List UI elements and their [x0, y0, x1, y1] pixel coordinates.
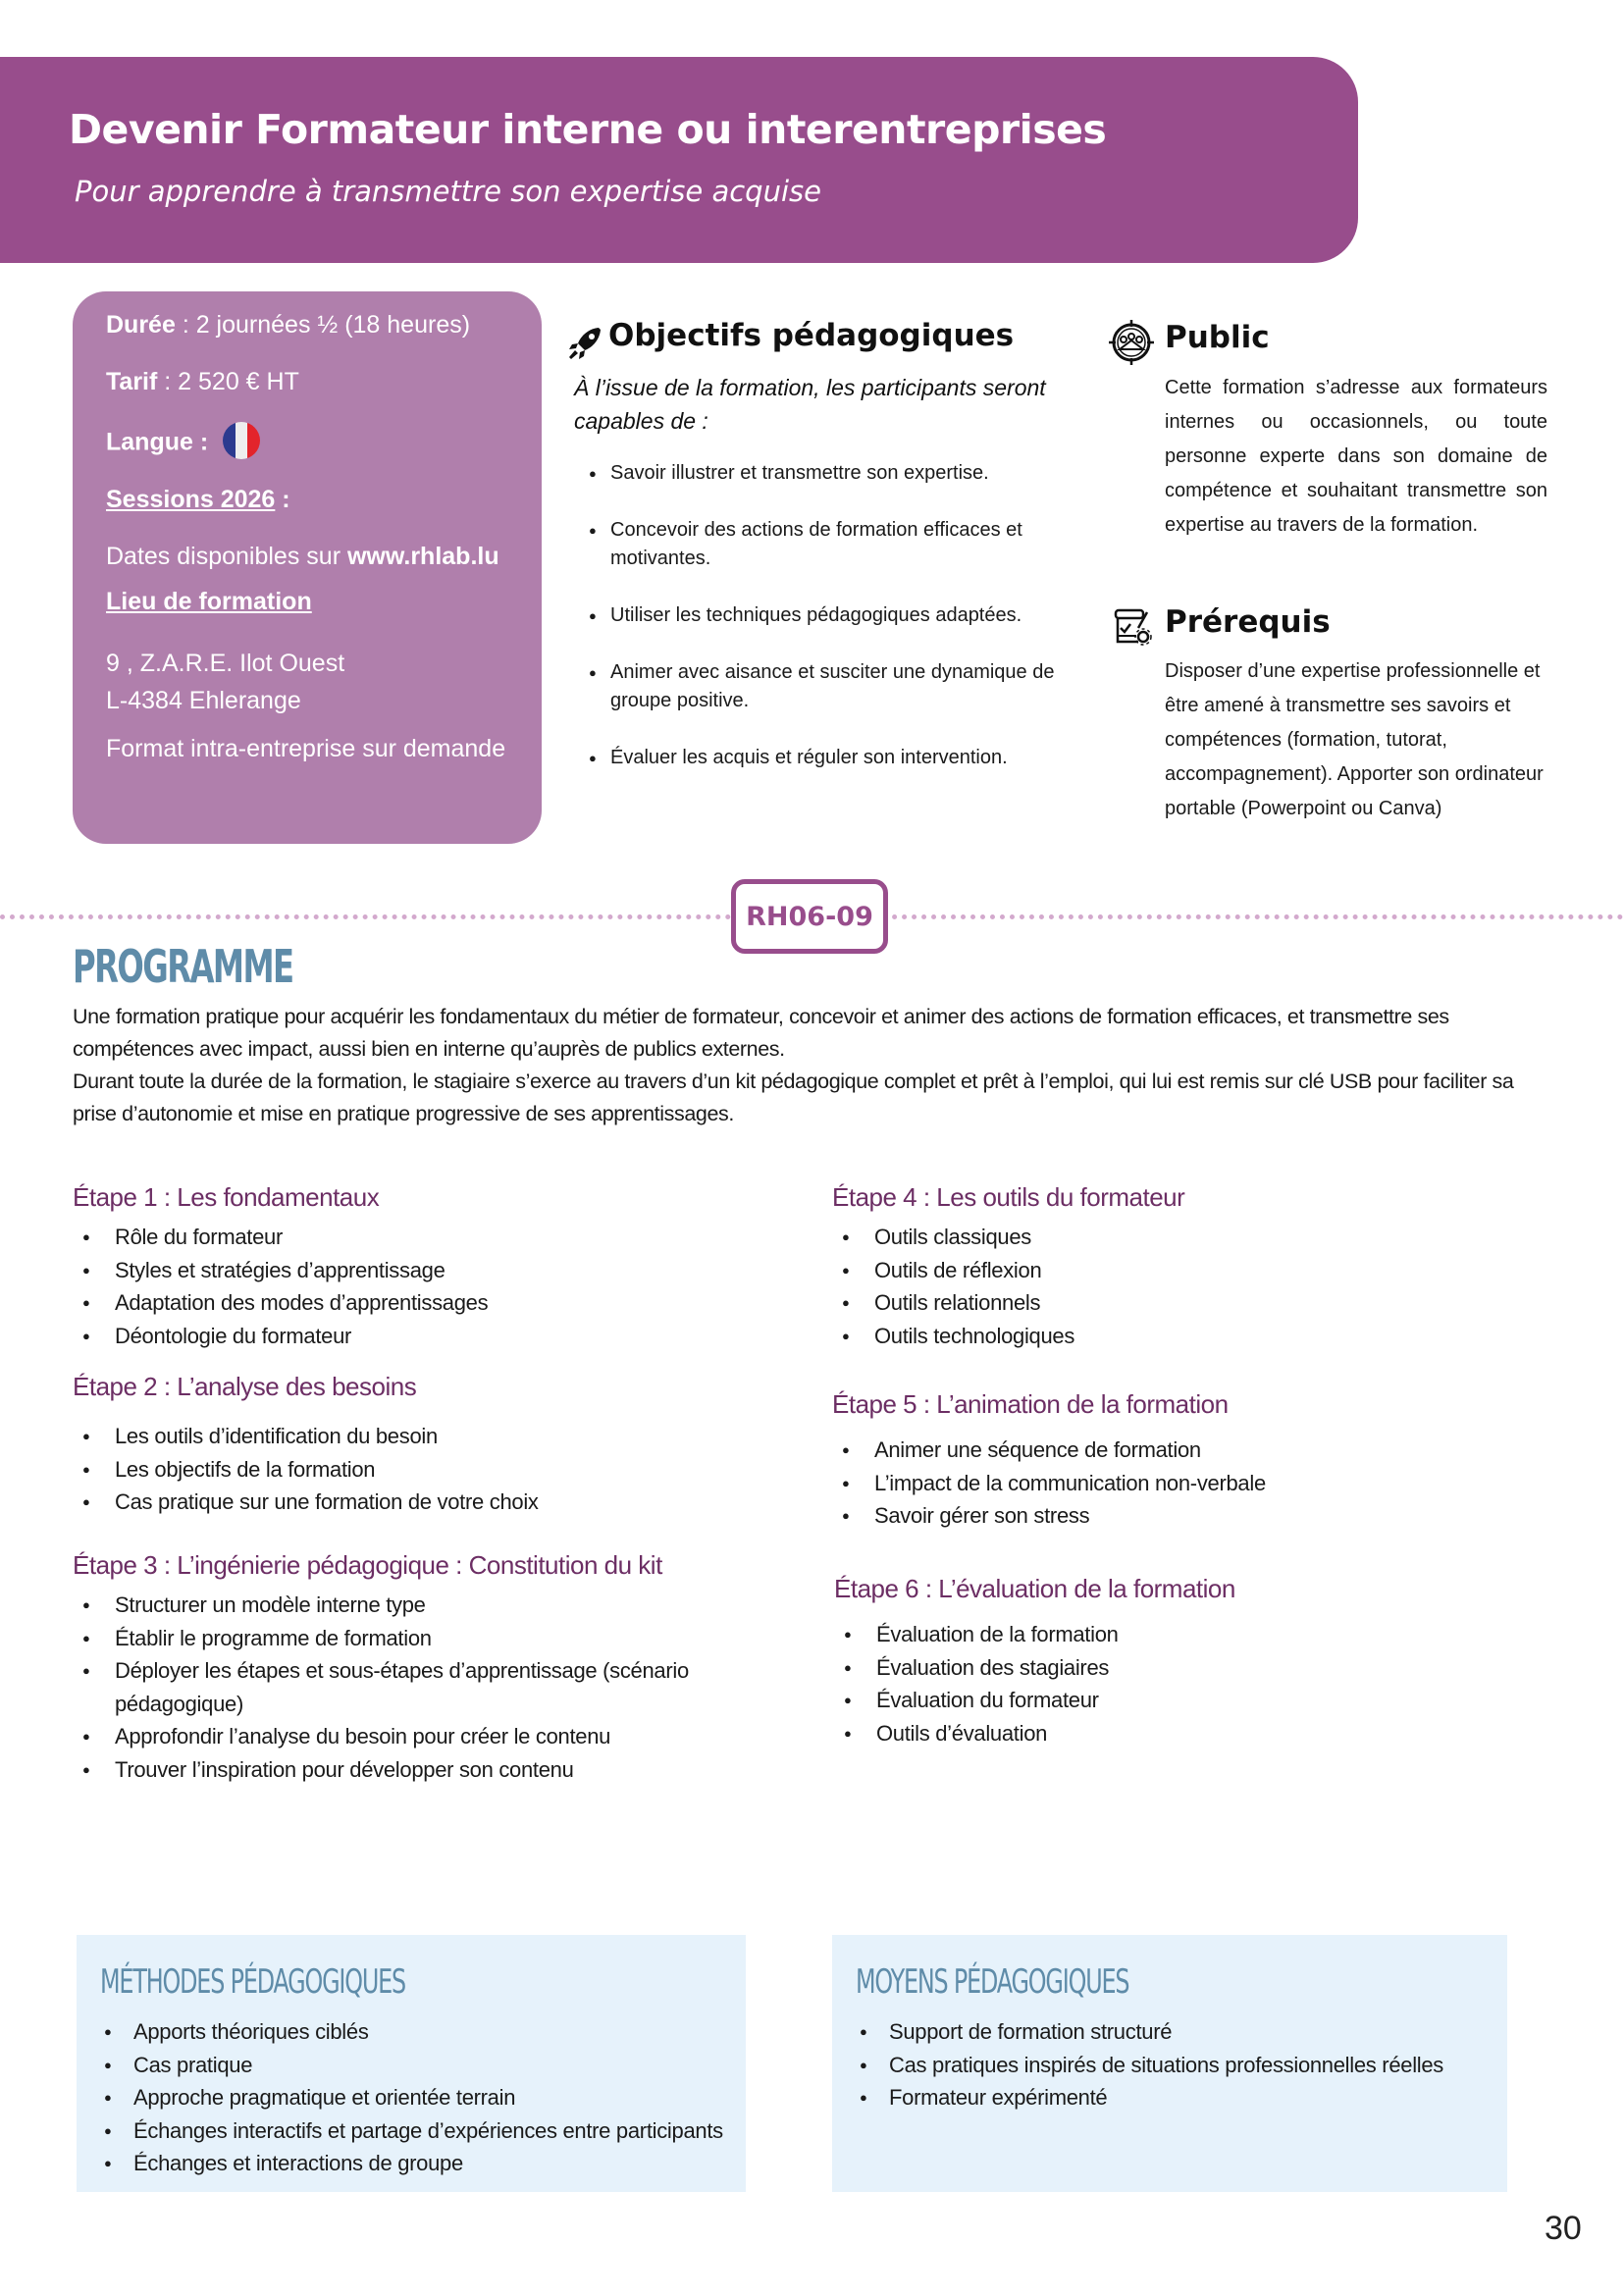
step-item: ● Les outils d’identification du besoin [73, 1420, 760, 1453]
step-item: ● Déployer les étapes et sous-étapes d’apprentissage (scénario pédagogique) [73, 1654, 740, 1720]
step-item: ● Adaptation des modes d’apprentissages [73, 1286, 760, 1320]
methode-item: ● Cas pratique [98, 2049, 723, 2082]
objectif-item: ● Animer avec aisance et susciter une dynamique de groupe positive. [589, 658, 1060, 715]
address [106, 645, 344, 719]
step-2 [73, 1372, 760, 1519]
dates-text: Dates disponibles sur [106, 543, 347, 570]
step-5 [832, 1389, 1519, 1533]
step-3 [73, 1550, 740, 1786]
programme-intro-p2: Durant toute la durée de la formation, le stagiaire s’exerce au travers d’un kit pédagogique complet et prêt à l’emploi, qui lui est remis sur clé USB pour faciliter sa prise d’autonomie et mise en pratique progressive de ses apprentissages. [73, 1070, 1514, 1125]
step-item: ● Trouver l’inspiration pour développer son contenu [73, 1753, 740, 1787]
step-item: ● Évaluation de la formation [834, 1618, 1521, 1651]
step-4 [832, 1182, 1519, 1352]
dates-row [106, 543, 499, 571]
langue-label: Langue : [106, 428, 209, 456]
address-line-2: L-4384 Ehlerange [106, 687, 301, 714]
moyen-item: ● Cas pratiques inspirés de situations professionnelles réelles [854, 2049, 1443, 2082]
step-item: ● Outils relationnels [832, 1286, 1519, 1320]
step-item: ● Savoir gérer son stress [832, 1499, 1519, 1533]
moyens-box [832, 1935, 1507, 2192]
target-group-icon [1109, 320, 1154, 370]
objectif-item: ● Concevoir des actions de formation efficaces et motivantes. [589, 516, 1060, 573]
tarif-label: Tarif [106, 368, 158, 395]
prerequis-heading: Prérequis [1165, 604, 1331, 640]
step-item: ● Rôle du formateur [73, 1221, 760, 1254]
objectif-item: ● Évaluer les acquis et réguler son intervention. [589, 744, 1060, 772]
address-line-1: 9 , Z.A.R.E. Ilot Ouest [106, 650, 345, 677]
programme-intro-p1: Une formation pratique pour acquérir les fondamentaux du métier de formateur, concevoir et animer des actions de formation efficaces, et transmettre ses compétences avec impact, aussi bien en interne qu’auprès de publics externes. [73, 1005, 1449, 1061]
step-item: ● Outils technologiques [832, 1320, 1519, 1353]
step-title: Étape 1 : Les fondamentaux [73, 1182, 380, 1212]
programme-heading: PROGRAMME [73, 940, 293, 993]
programme-intro [73, 1001, 1554, 1130]
langue-row [106, 425, 260, 462]
step-item: ● Animer une séquence de formation [832, 1434, 1519, 1467]
step-item: ● Évaluation des stagiaires [834, 1651, 1521, 1685]
methode-item: ● Approche pragmatique et orientée terrain [98, 2081, 723, 2114]
step-item: ● Les objectifs de la formation [73, 1453, 760, 1487]
duree-row [106, 311, 470, 339]
step-item: ● Outils d’évaluation [834, 1717, 1521, 1750]
methodes-heading: MÉTHODES PÉDAGOGIQUES [100, 1962, 406, 2002]
step-1 [73, 1182, 760, 1352]
step-item: ● Évaluation du formateur [834, 1684, 1521, 1717]
step-6 [834, 1574, 1521, 1749]
step-title: Étape 5 : L’animation de la formation [832, 1389, 1229, 1419]
format-text: Format intra-entreprise sur demande [106, 735, 506, 762]
methode-item: ● Échanges interactifs et partage d’expériences entre participants [98, 2114, 723, 2148]
header-banner [0, 57, 1358, 263]
duree-value: : 2 journées ½ (18 heures) [175, 311, 471, 339]
step-item: ● Cas pratique sur une formation de votre choix [73, 1486, 760, 1519]
prerequis-text: Disposer d’une expertise professionnelle et être amené à transmettre ses savoirs et compétences (formation, tutorat, accompagnement). Apporter son ordinateur portable (Powerpoint ou Canva) [1165, 660, 1544, 819]
sessions-row [106, 486, 290, 514]
methode-item: ● Échanges et interactions de groupe [98, 2147, 723, 2180]
sessions-colon: : [275, 486, 290, 513]
moyen-item: ● Formateur expérimenté [854, 2081, 1443, 2114]
step-title: Étape 4 : Les outils du formateur [832, 1182, 1185, 1212]
france-flag-icon [223, 422, 260, 459]
objectif-item: ● Savoir illustrer et transmettre son expertise. [589, 459, 1060, 488]
duree-label: Durée [106, 311, 176, 339]
public-heading: Public [1165, 320, 1270, 355]
public-text: Cette formation s’adresse aux formateurs internes ou occasionnels, ou toute personne experte dans son domaine de compétence et souhaitant transmettre son expertise au travers de la formation. [1165, 377, 1547, 536]
step-title: Étape 2 : L’analyse des besoins [73, 1372, 417, 1401]
step-item: ● Outils classiques [832, 1221, 1519, 1254]
sessions-label: Sessions 2026 [106, 486, 276, 513]
step-title: Étape 3 : L’ingénierie pédagogique : Constitution du kit [73, 1550, 662, 1580]
lieu-label: Lieu de formation [106, 588, 312, 615]
step-item: ● L’impact de la communication non-verbale [832, 1467, 1519, 1500]
course-code-badge: RH06-09 [731, 879, 888, 954]
step-item: ● Styles et stratégies d’apprentissage [73, 1254, 760, 1287]
objectifs-list [589, 459, 1060, 772]
website-link[interactable]: www.rhlab.lu [346, 543, 499, 570]
tarif-value: : 2 520 € HT [157, 368, 299, 395]
objectif-item: ● Utiliser les techniques pédagogiques adaptées. [589, 601, 1060, 630]
certificate-gear-icon [1113, 606, 1152, 651]
methode-item: ● Apports théoriques ciblés [98, 2015, 723, 2049]
rocket-icon [565, 324, 604, 368]
step-title: Étape 6 : L’évaluation de la formation [834, 1574, 1235, 1603]
lieu-row [106, 588, 312, 616]
tarif-row [106, 368, 299, 396]
page-title: Devenir Formateur interne ou interentreprises [69, 106, 1107, 153]
moyen-item: ● Support de formation structuré [854, 2015, 1443, 2049]
step-item: ● Structurer un modèle interne type [73, 1589, 740, 1622]
objectifs-intro: À l’issue de la formation, les participants seront capables de : [574, 375, 1046, 434]
info-card [73, 291, 542, 844]
moyens-heading: MOYENS PÉDAGOGIQUES [856, 1962, 1129, 2002]
methodes-box [77, 1935, 746, 2192]
step-item: ● Approfondir l’analyse du besoin pour créer le contenu [73, 1720, 740, 1753]
page-number: 30 [1545, 2210, 1582, 2247]
step-item: ● Outils de réflexion [832, 1254, 1519, 1287]
page-subtitle: Pour apprendre à transmettre son expertise acquise [75, 175, 821, 208]
step-item: ● Déontologie du formateur [73, 1320, 760, 1353]
objectifs-heading: Objectifs pédagogiques [608, 318, 1015, 353]
step-item: ● Établir le programme de formation [73, 1622, 740, 1655]
